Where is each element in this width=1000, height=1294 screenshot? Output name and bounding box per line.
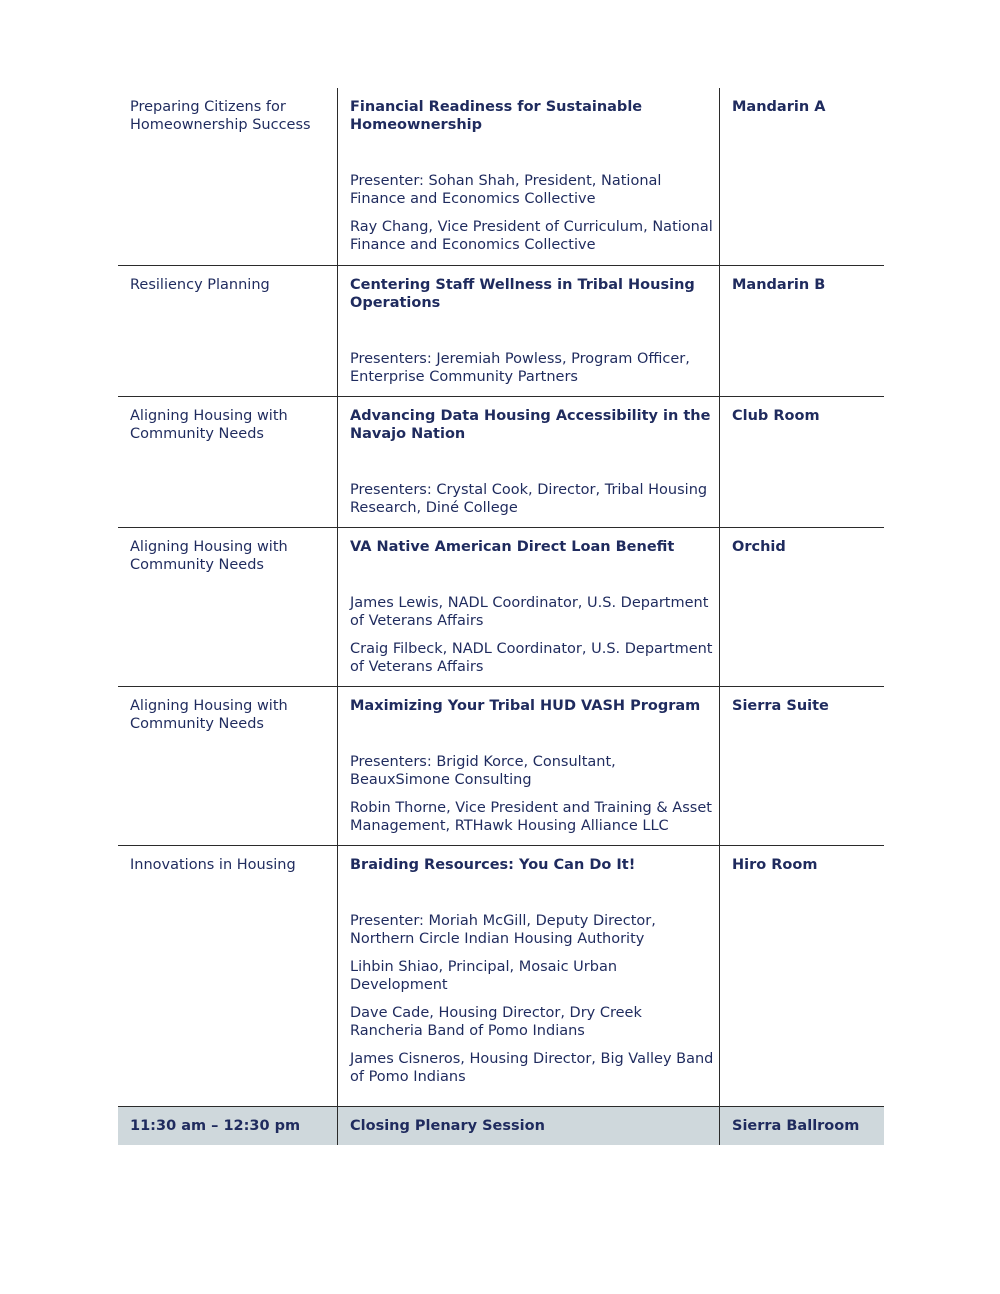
- session-title: Maximizing Your Tribal HUD VASH Program: [350, 698, 701, 714]
- session-row: [118, 397, 884, 528]
- presenter: Presenter: Moriah McGill, Deputy Director, Northern Circle Indian Housing Authority: [350, 913, 656, 947]
- presenter: Robin Thorne, Vice President and Training & Asset Management, RTHawk Housing Alliance LLC: [350, 800, 712, 834]
- session-track: Innovations in Housing: [130, 857, 296, 873]
- session-title: Financial Readiness for Sustainable Homeownership: [350, 99, 643, 133]
- session-row: [118, 528, 884, 687]
- session-track: Resiliency Planning: [130, 277, 270, 293]
- session-track: Aligning Housing with Community Needs: [130, 698, 288, 732]
- session-row: [118, 846, 884, 1106]
- session-track: Preparing Citizens for Homeownership Success: [130, 99, 311, 133]
- presenter-list: [350, 481, 719, 527]
- presenter: Ray Chang, Vice President of Curriculum, National Finance and Economics Collective: [350, 219, 713, 253]
- session-room: Mandarin A: [732, 99, 826, 115]
- session-title: VA Native American Direct Loan Benefit: [350, 539, 675, 555]
- presenter-list: [350, 753, 719, 845]
- plenary-title: Closing Plenary Session: [338, 1107, 720, 1145]
- plenary-time: 11:30 am – 12:30 pm: [118, 1107, 338, 1145]
- session-room: Sierra Suite: [732, 698, 829, 714]
- session-row: [118, 266, 884, 397]
- session-room: Mandarin B: [732, 277, 826, 293]
- session-room: Orchid: [732, 539, 786, 555]
- presenter: Presenters: Jeremiah Powless, Program Officer, Enterprise Community Partners: [350, 351, 690, 385]
- session-room: Hiro Room: [732, 857, 818, 873]
- session-track: Aligning Housing with Community Needs: [130, 408, 288, 442]
- presenter: Craig Filbeck, NADL Coordinator, U.S. Department of Veterans Affairs: [350, 641, 713, 675]
- presenter: Presenters: Crystal Cook, Director, Tribal Housing Research, Diné College: [350, 482, 708, 516]
- presenter: Lihbin Shiao, Principal, Mosaic Urban Development: [350, 959, 618, 993]
- schedule-table: [118, 88, 884, 1145]
- session-title: Centering Staff Wellness in Tribal Housing Operations: [350, 277, 695, 311]
- presenter: James Cisneros, Housing Director, Big Valley Band of Pomo Indians: [350, 1051, 714, 1085]
- presenter-list: [350, 172, 719, 264]
- presenter: Presenters: Brigid Korce, Consultant, BeauxSimone Consulting: [350, 754, 616, 788]
- session-room: Club Room: [732, 408, 820, 424]
- plenary-row: [118, 1106, 884, 1145]
- plenary-room: Sierra Ballroom: [732, 1118, 860, 1134]
- presenter: Dave Cade, Housing Director, Dry Creek Rancheria Band of Pomo Indians: [350, 1005, 642, 1039]
- presenter: James Lewis, NADL Coordinator, U.S. Department of Veterans Affairs: [350, 595, 709, 629]
- session-title: Braiding Resources: You Can Do It!: [350, 857, 636, 873]
- presenter-list: [350, 350, 719, 396]
- session-track: Aligning Housing with Community Needs: [130, 539, 288, 573]
- session-row: [118, 88, 884, 266]
- presenter-list: [350, 594, 719, 686]
- presenter: Presenter: Sohan Shah, President, National Finance and Economics Collective: [350, 173, 662, 207]
- presenter-list: [350, 912, 719, 1096]
- session-title: Advancing Data Housing Accessibility in the Navajo Nation: [350, 408, 711, 442]
- session-row: [118, 687, 884, 846]
